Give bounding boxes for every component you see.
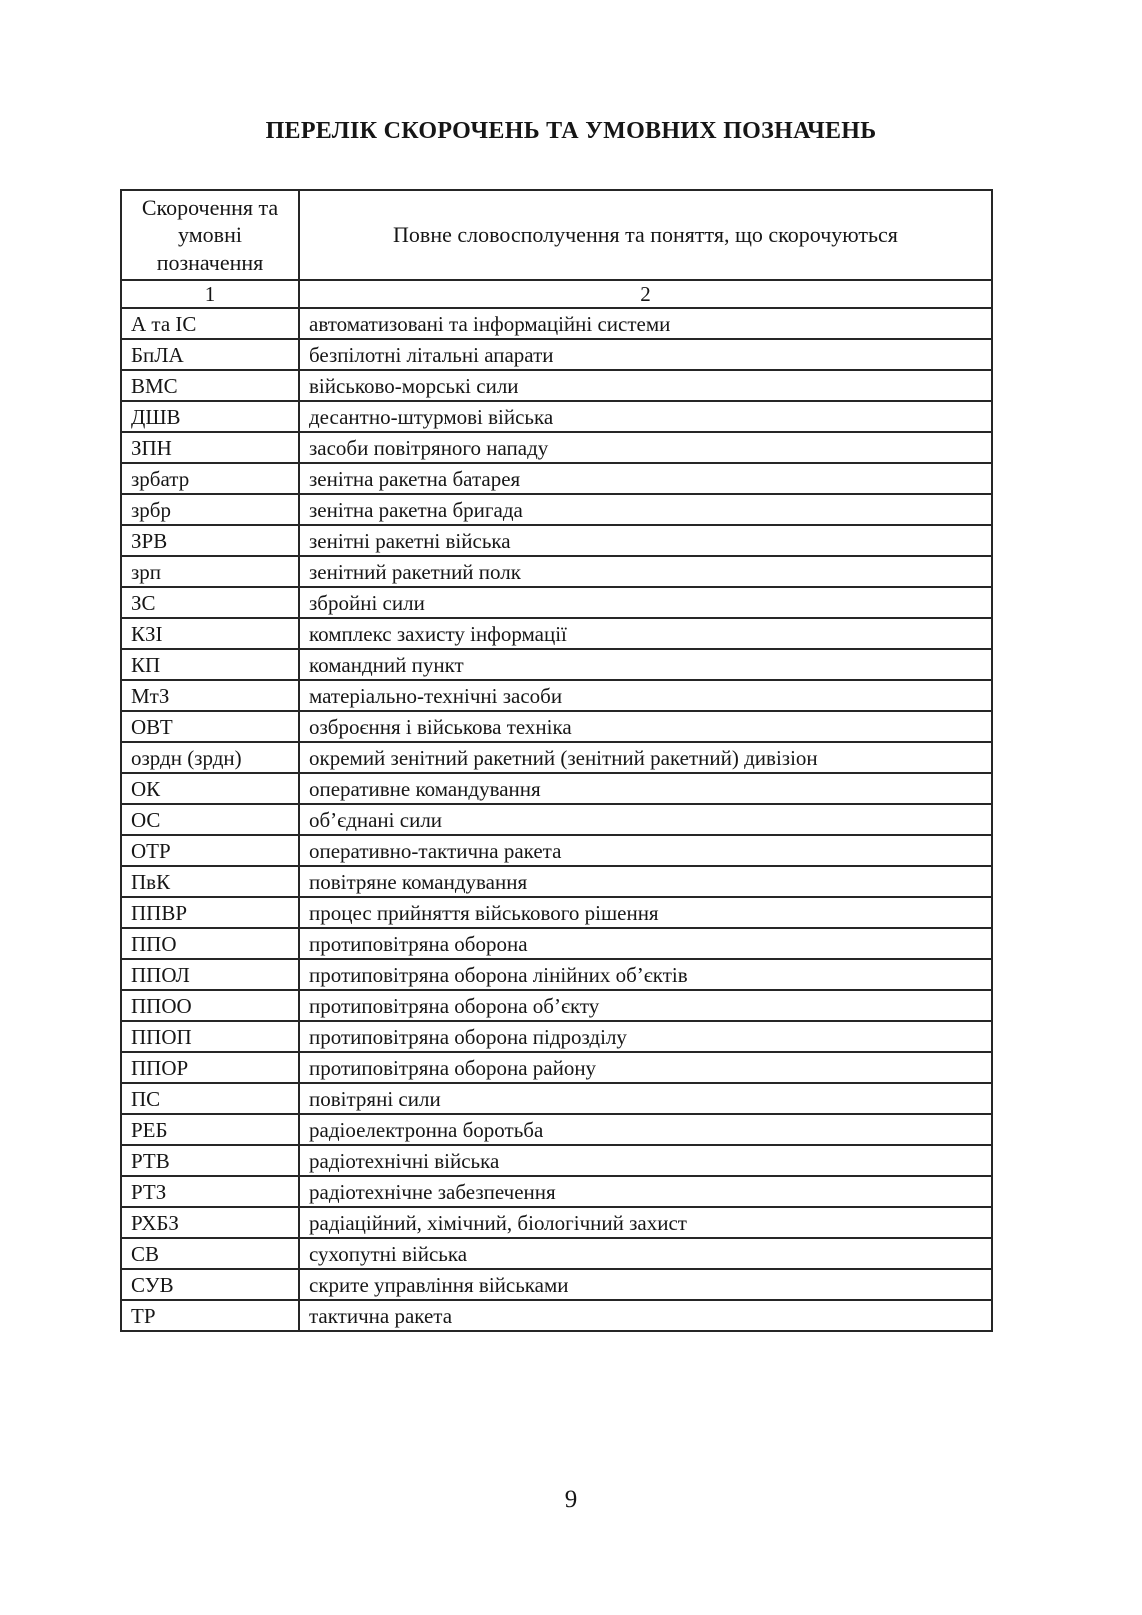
table-row (121, 835, 992, 866)
full-phrase-cell: радіотехнічні війська (299, 1145, 992, 1176)
abbreviation-cell: ПвК (121, 866, 299, 897)
full-phrase-cell: сухопутні війська (299, 1238, 992, 1269)
full-phrase-cell: повітряні сили (299, 1083, 992, 1114)
table-row (121, 959, 992, 990)
abbreviation-cell: зрбатр (121, 463, 299, 494)
table-row (121, 773, 992, 804)
table-row (121, 680, 992, 711)
full-phrase-cell: радіаційний, хімічний, біологічний захист (299, 1207, 992, 1238)
full-phrase-cell: зенітний ракетний полк (299, 556, 992, 587)
table-row (121, 1052, 992, 1083)
full-phrase-cell: скрите управління військами (299, 1269, 992, 1300)
abbreviation-cell: ППО (121, 928, 299, 959)
full-phrase-cell: процес прийняття військового рішення (299, 897, 992, 928)
column-numbering-row (121, 280, 992, 308)
table-row (121, 556, 992, 587)
table-row (121, 1269, 992, 1300)
abbreviation-cell: МтЗ (121, 680, 299, 711)
full-phrase-cell: командний пункт (299, 649, 992, 680)
full-phrase-cell: озброєння і військова техніка (299, 711, 992, 742)
table-row (121, 928, 992, 959)
abbreviation-cell: ДШВ (121, 401, 299, 432)
full-phrase-cell: військово-морські сили (299, 370, 992, 401)
column-number-1: 1 (121, 280, 299, 308)
abbreviation-cell: ОК (121, 773, 299, 804)
table-row (121, 618, 992, 649)
full-phrase-cell: протиповітряна оборона району (299, 1052, 992, 1083)
table-row (121, 742, 992, 773)
abbreviation-cell: ППВР (121, 897, 299, 928)
full-phrase-cell: протиповітряна оборона підрозділу (299, 1021, 992, 1052)
abbreviation-cell: ППОЛ (121, 959, 299, 990)
full-phrase-cell: об’єднані сили (299, 804, 992, 835)
abbreviation-cell: ЗПН (121, 432, 299, 463)
table-row (121, 1083, 992, 1114)
table-row (121, 308, 992, 339)
full-phrase-cell: безпілотні літальні апарати (299, 339, 992, 370)
abbreviation-cell: ЗС (121, 587, 299, 618)
abbreviation-cell: ОС (121, 804, 299, 835)
table-row (121, 1238, 992, 1269)
abbreviation-cell: ПС (121, 1083, 299, 1114)
table-row (121, 339, 992, 370)
table-row (121, 1300, 992, 1331)
table-row (121, 1114, 992, 1145)
table-row (121, 711, 992, 742)
abbreviation-cell: зрп (121, 556, 299, 587)
abbreviation-cell: КЗІ (121, 618, 299, 649)
full-phrase-cell: комплекс захисту інформації (299, 618, 992, 649)
table-row (121, 897, 992, 928)
abbreviation-cell: СУВ (121, 1269, 299, 1300)
page-title: ПЕРЕЛІК СКОРОЧЕНЬ ТА УМОВНИХ ПОЗНАЧЕНЬ (265, 118, 877, 144)
table-row (121, 525, 992, 556)
full-phrase-cell: протиповітряна оборона (299, 928, 992, 959)
full-phrase-cell: протиповітряна оборона об’єкту (299, 990, 992, 1021)
table-row (121, 432, 992, 463)
full-phrase-cell: тактична ракета (299, 1300, 992, 1331)
table-row (121, 866, 992, 897)
abbreviation-cell: РЕБ (121, 1114, 299, 1145)
table-row (121, 1145, 992, 1176)
abbreviation-cell: СВ (121, 1238, 299, 1269)
table-row (121, 649, 992, 680)
column-number-2: 2 (299, 280, 992, 308)
full-phrase-cell: окремий зенітний ракетний (зенітний ракетний) дивізіон (299, 742, 992, 773)
full-phrase-cell: автоматизовані та інформаційні системи (299, 308, 992, 339)
abbreviation-cell: КП (121, 649, 299, 680)
abbreviation-cell: РТЗ (121, 1176, 299, 1207)
full-phrase-cell: матеріально-технічні засоби (299, 680, 992, 711)
full-phrase-cell: засоби повітряного нападу (299, 432, 992, 463)
full-phrase-cell: зенітна ракетна бригада (299, 494, 992, 525)
full-phrase-cell: десантно-штурмові війська (299, 401, 992, 432)
abbreviation-cell: ВМС (121, 370, 299, 401)
table-row (121, 370, 992, 401)
full-phrase-cell: радіоелектронна боротьба (299, 1114, 992, 1145)
full-phrase-cell: оперативно-тактична ракета (299, 835, 992, 866)
header-cell-full-phrase: Повне словосполучення та поняття, що скорочуються (299, 190, 992, 280)
abbreviation-cell: ППОП (121, 1021, 299, 1052)
abbreviation-cell: зрбр (121, 494, 299, 525)
full-phrase-cell: радіотехнічне забезпечення (299, 1176, 992, 1207)
table-row (121, 587, 992, 618)
abbreviations-table (120, 189, 993, 1332)
abbreviation-cell: ТР (121, 1300, 299, 1331)
full-phrase-cell: повітряне командування (299, 866, 992, 897)
table-row (121, 401, 992, 432)
abbreviation-cell: ППОР (121, 1052, 299, 1083)
abbreviation-cell: ППОО (121, 990, 299, 1021)
abbreviation-cell: озрдн (зрдн) (121, 742, 299, 773)
table-row (121, 1207, 992, 1238)
full-phrase-cell: протиповітряна оборона лінійних об’єктів (299, 959, 992, 990)
table-header-row (121, 190, 992, 280)
full-phrase-cell: зенітні ракетні війська (299, 525, 992, 556)
abbreviation-cell: ОТР (121, 835, 299, 866)
abbreviation-cell: РХБЗ (121, 1207, 299, 1238)
full-phrase-cell: збройні сили (299, 587, 992, 618)
abbreviation-cell: ЗРВ (121, 525, 299, 556)
table-row (121, 990, 992, 1021)
table-row (121, 463, 992, 494)
page-number: 9 (564, 1486, 578, 1513)
table-row (121, 1176, 992, 1207)
full-phrase-cell: зенітна ракетна батарея (299, 463, 992, 494)
full-phrase-cell: оперативне командування (299, 773, 992, 804)
abbreviation-cell: БпЛА (121, 339, 299, 370)
abbreviation-cell: РТВ (121, 1145, 299, 1176)
table-row (121, 494, 992, 525)
table-row (121, 804, 992, 835)
header-cell-abbreviations: Скорочення та умовні позначення (121, 190, 299, 280)
table-row (121, 1021, 992, 1052)
abbreviation-cell: А та ІС (121, 308, 299, 339)
abbreviation-cell: ОВТ (121, 711, 299, 742)
